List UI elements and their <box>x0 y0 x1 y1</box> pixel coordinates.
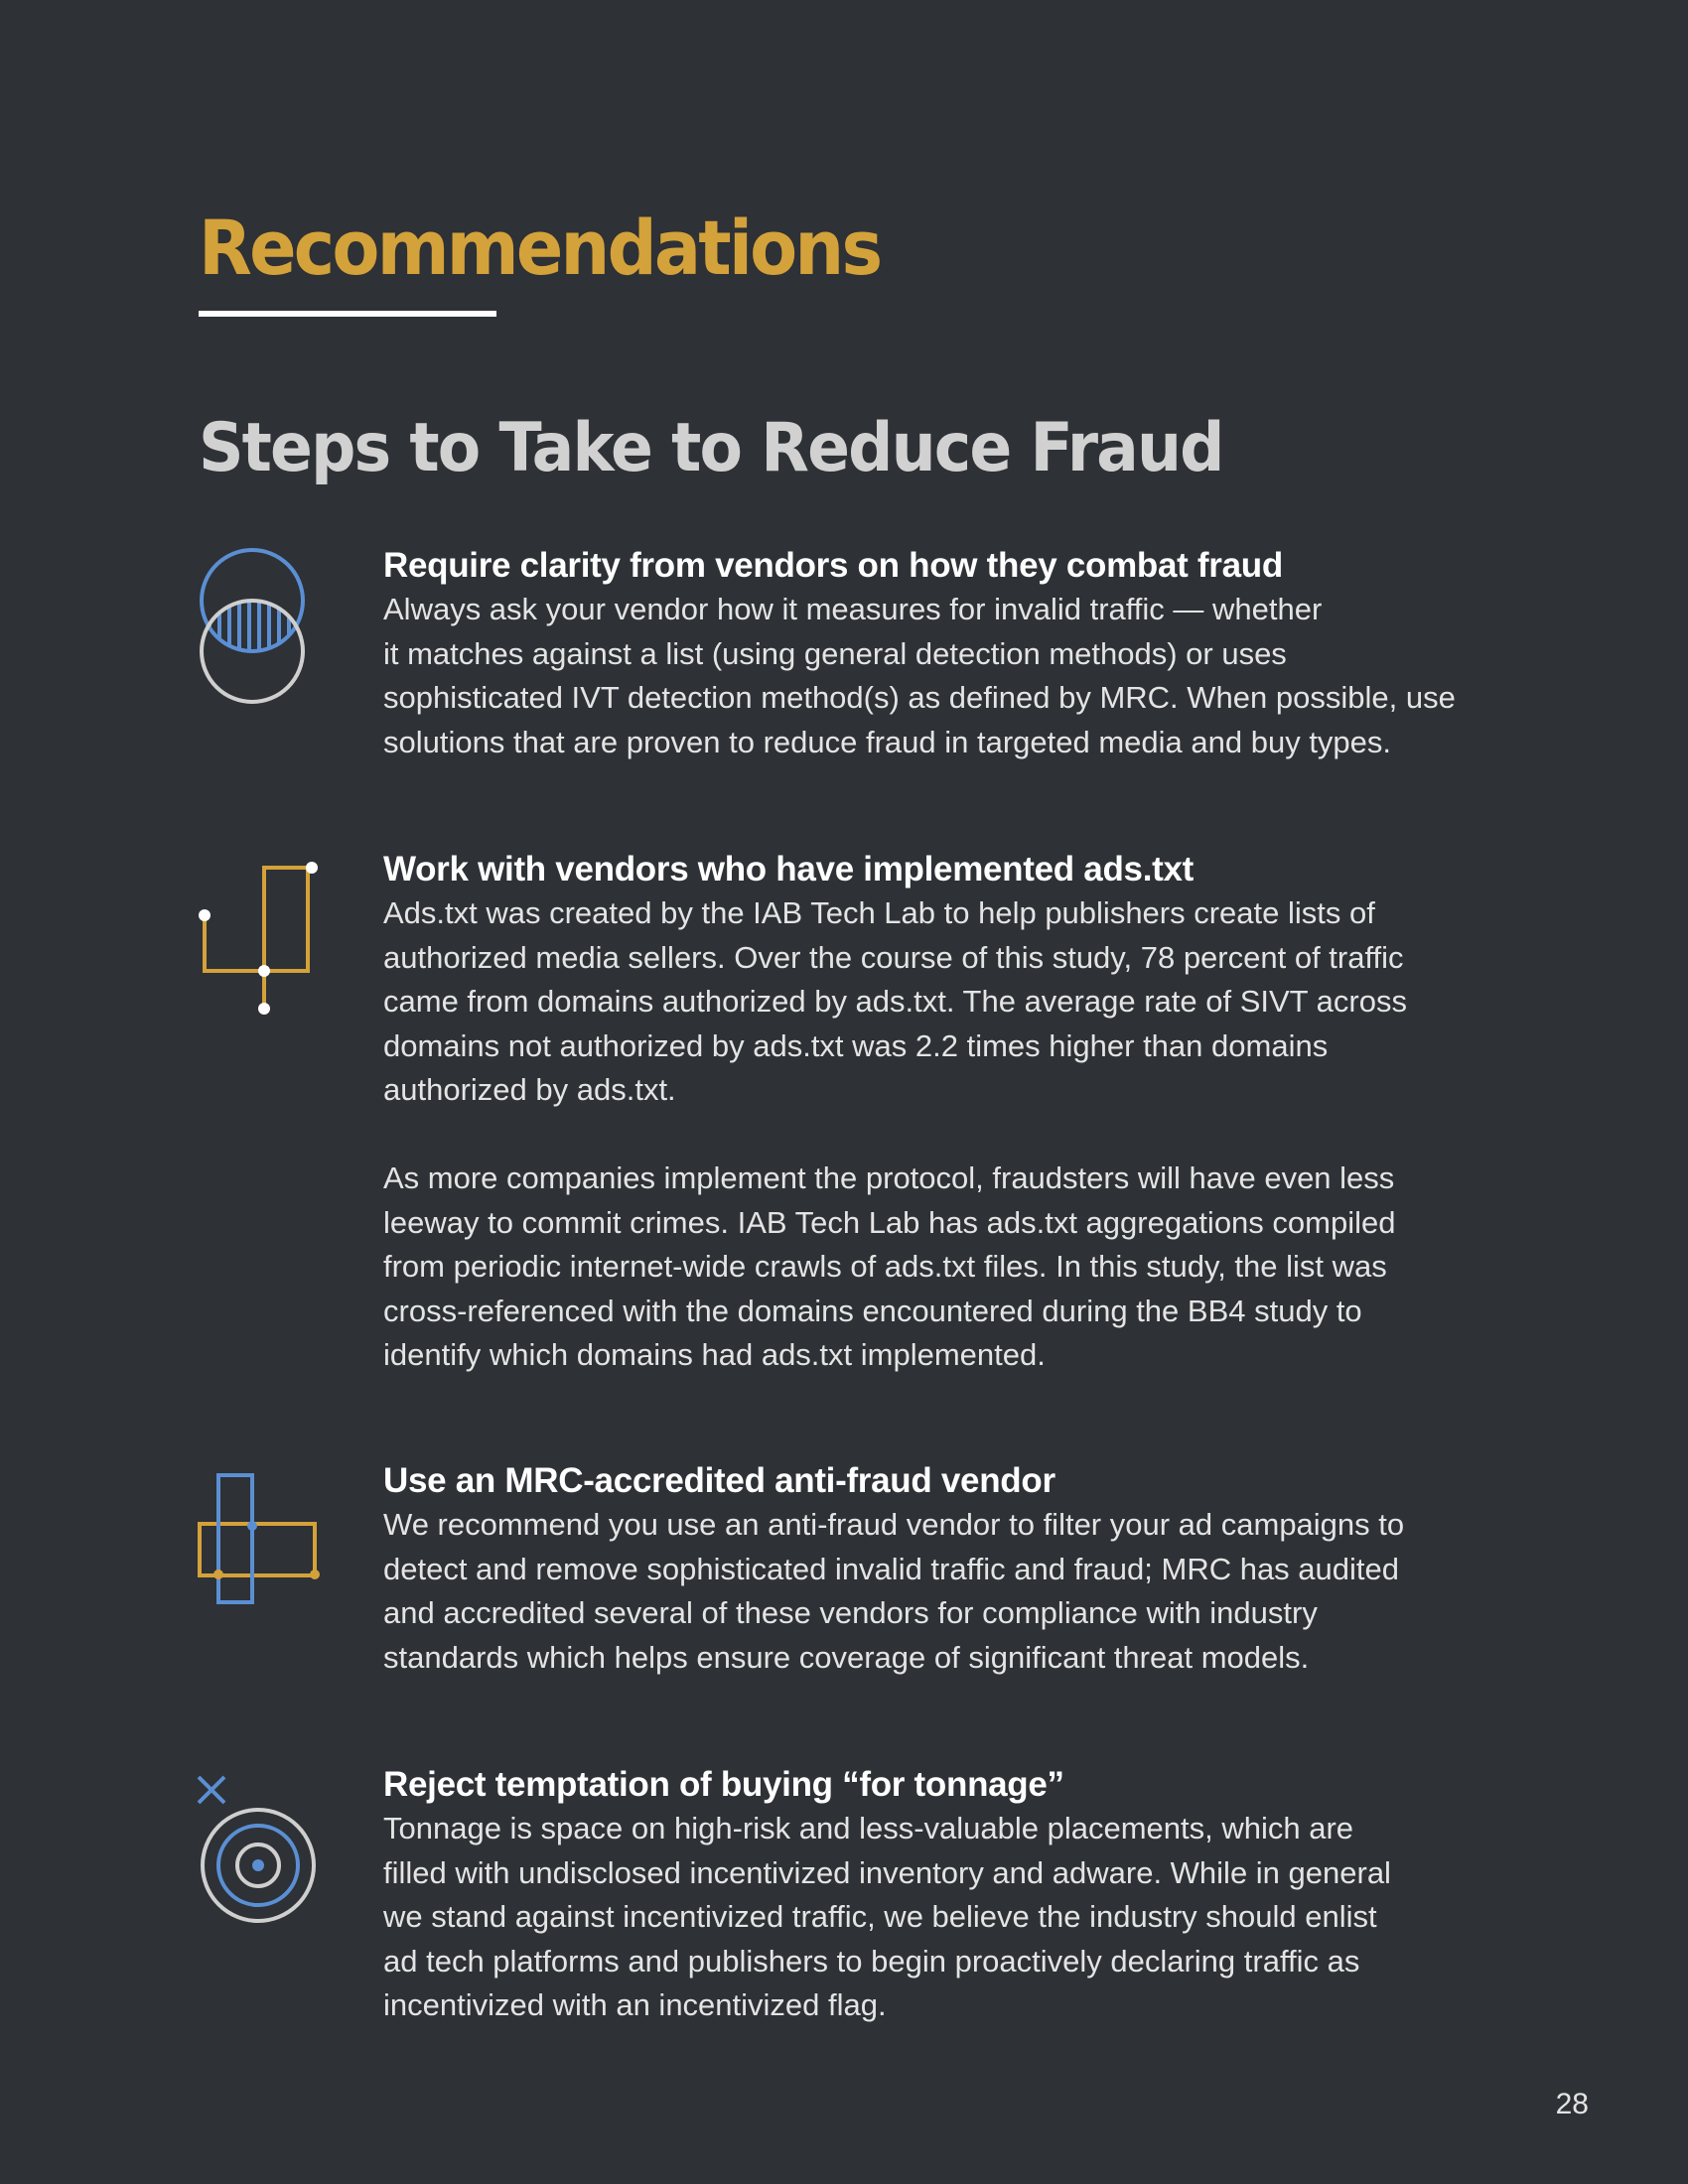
recommendation-heading: Require clarity from vendors on how they combat fraud <box>383 546 1283 585</box>
recommendation-text: Always ask your vendor how it measures for invalid traffic — whether it matches against a list (using general detection methods) or uses sophisticated IVT detection method(s) as defined by MRC. When possible, use solutions that are proven to reduce fraud in targeted media and buy types. <box>383 592 1456 759</box>
recommendation-text: As more companies implement the protocol, fraudsters will have even less leeway to commit crimes. IAB Tech Lab has ads.txt aggregations compiled from periodic internet-wide crawls of ads.txt files. In this study, the list was cross-referenced with the domains encountered during the BB4 study to identify which domains had ads.txt implemented. <box>383 1160 1396 1372</box>
recommendation-text: Ads.txt was created by the IAB Tech Lab to help publishers create lists of authorized media sellers. Over the course of this study, 78 percent of traffic came from domains authorized by ads.txt. The average rate of SIVT across domains not authorized by ads.txt was 2.2 times higher than domains authorized by ads.txt. <box>383 895 1407 1107</box>
overlapping-circles-icon <box>195 544 314 718</box>
recommendation-body <box>383 1459 1505 1680</box>
section-title: Steps to Take to Reduce Fraud <box>199 409 1223 487</box>
crossed-rectangles-icon <box>195 1471 334 1615</box>
recommendation-heading: Work with vendors who have implemented ads.txt <box>383 850 1194 888</box>
page-number: 28 <box>1555 2088 1589 2120</box>
recommendation-heading: Reject temptation of buying “for tonnage” <box>383 1765 1064 1804</box>
recommendation-body <box>383 1763 1505 2028</box>
recommendation-heading: Use an MRC-accredited anti-fraud vendor <box>383 1461 1055 1500</box>
recommendation-text: We recommend you use an anti-fraud vendor to filter your ad campaigns to detect and remove sophisticated invalid traffic and fraud; MRC has audited and accredited several of these vendors for compliance with industry standards which helps ensure coverage of significant threat models. <box>383 1507 1405 1675</box>
recommendation-body <box>383 544 1505 764</box>
target-icon <box>195 1773 334 1937</box>
title-underline <box>199 311 496 317</box>
page-title: Recommendations <box>199 204 881 292</box>
connector-diagram-icon <box>195 858 324 1022</box>
recommendation-body <box>383 848 1505 1378</box>
recommendation-text: Tonnage is space on high-risk and less-valuable placements, which are filled with undisclosed incentivized inventory and adware. While in general we stand against incentivized traffic, we believe the industry should enlist ad tech platforms and publishers to begin proactively declaring traffic as incentivized with an incentivized flag. <box>383 1811 1391 2022</box>
